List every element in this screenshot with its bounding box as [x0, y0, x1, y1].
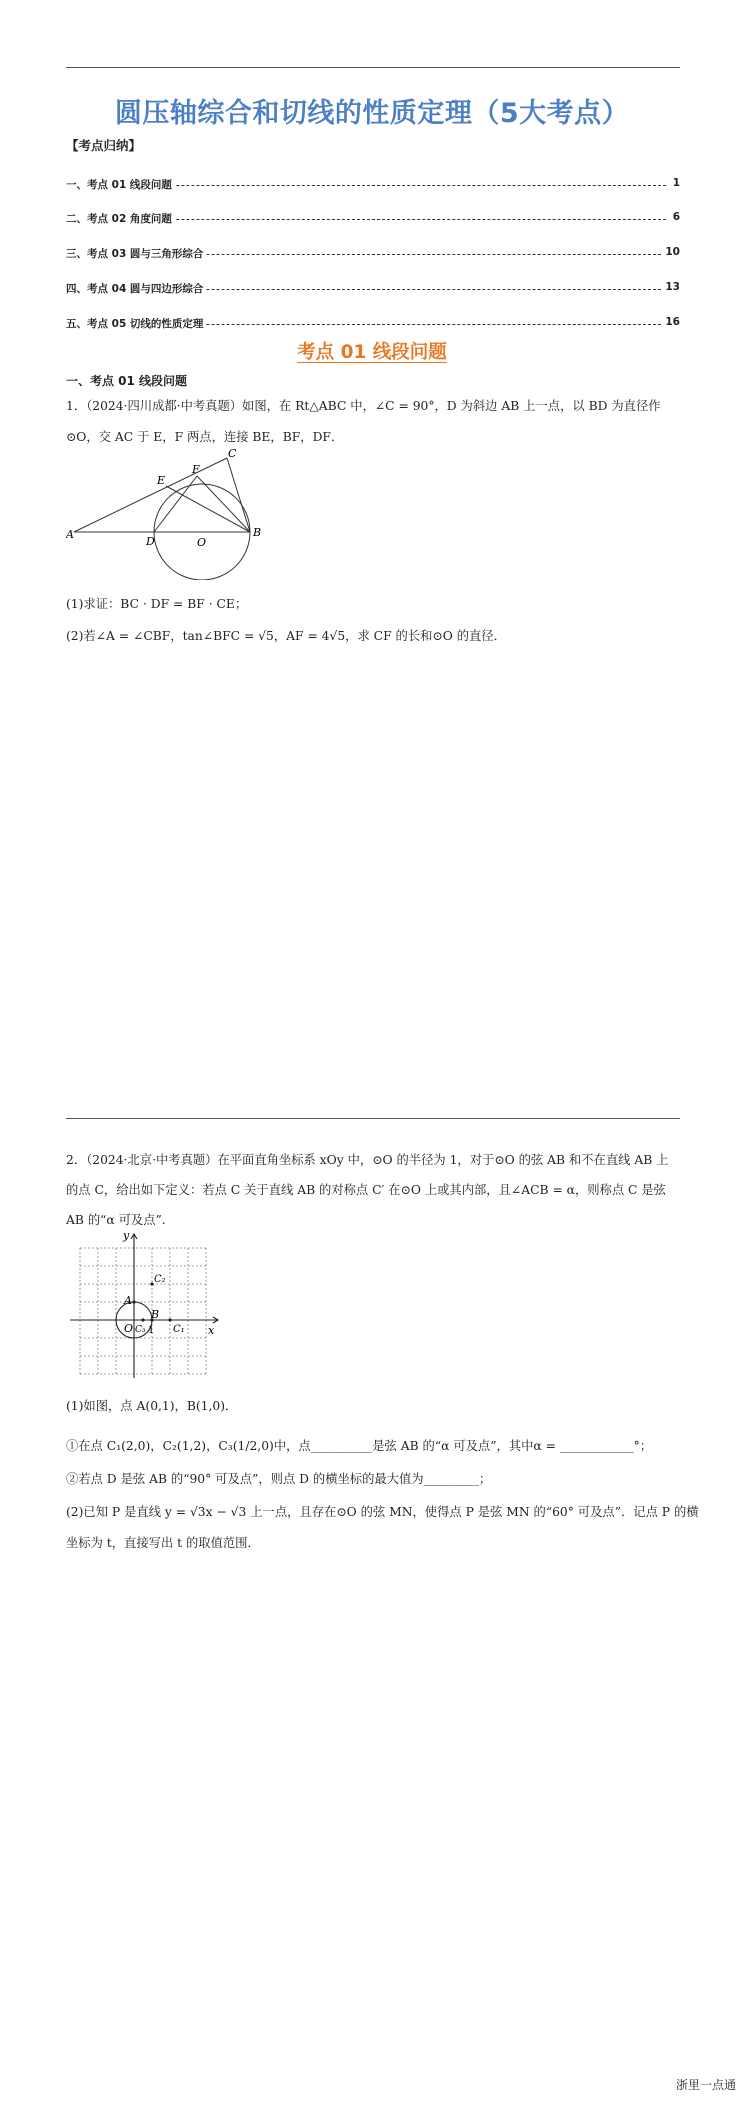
q1-stem-line: ⊙O，交 AC 于 E，F 两点，连接 BE，BF，DF．: [66, 430, 344, 444]
label-e: E: [157, 474, 166, 487]
section-heading: 考点 01 线段问题: [297, 342, 447, 363]
q2-sub2: ②若点 D 是弦 AB 的“90° 可及点”，则点 D 的横坐标的最大值为_________；: [66, 1472, 492, 1486]
label-c3: C₃: [135, 1325, 146, 1335]
label-o: O: [124, 1322, 134, 1335]
label-f: F: [192, 463, 200, 476]
point-c1: [168, 1318, 171, 1321]
toc-label: 三、考点 03 圆与三角形综合: [66, 246, 206, 261]
section-tag: 【考点归纳】: [66, 138, 142, 153]
label-one: 1: [148, 1325, 155, 1336]
q2-part2-cont: 坐标为 t，直接写出 t 的取值范围．: [66, 1536, 260, 1550]
toc-entry[interactable]: [66, 177, 680, 193]
point-c3: [141, 1318, 144, 1321]
toc-label: 五、考点 05 切线的性质定理: [66, 316, 206, 331]
toc-entry[interactable]: [66, 246, 680, 262]
toc-label: 一、考点 01 线段问题: [66, 177, 175, 192]
toc-entry[interactable]: [66, 281, 680, 297]
label-a: A: [66, 528, 74, 541]
q2-figure: [66, 1228, 226, 1380]
q1-part1: (1)求证：BC · DF = BF · CE；: [66, 597, 248, 611]
page-break-rule: [66, 1118, 680, 1119]
subheading: 一、考点 01 线段问题: [66, 374, 188, 388]
q2-stem-line: 的点 C，给出如下定义：若点 C 关于直线 AB 的对称点 C′ 在⊙O 上或其内部，且∠ACB = α，则称点 C 是弦: [66, 1183, 666, 1197]
grid: [80, 1248, 206, 1374]
q2-part1: (1)如图，点 A(0,1)，B(1,0)．: [66, 1399, 238, 1413]
label-c2: C₂: [154, 1274, 166, 1285]
page-title: 圆压轴综合和切线的性质定理（5大考点）: [114, 98, 630, 129]
segment-bf: [197, 476, 250, 532]
label-x: x: [208, 1324, 215, 1337]
toc-page: 10: [665, 246, 680, 258]
label-b: B: [253, 526, 262, 539]
toc-entry[interactable]: [66, 316, 680, 332]
label-c1: C₁: [173, 1324, 185, 1335]
toc-page: 1: [672, 177, 680, 189]
label-d: D: [146, 535, 155, 548]
label-o: O: [197, 536, 207, 549]
label-b: B: [151, 1308, 160, 1321]
q2-stem-line: 2．（2024·北京·中考真题）在平面直角坐标系 xOy 中，⊙O 的半径为 1，对于⊙O 的弦 AB 和不在直线 AB 上: [66, 1153, 669, 1167]
q1-part2: (2)若∠A = ∠CBF，tan∠BFC = √5，AF = 4√5，求 CF 的长和⊙O 的直径．: [66, 629, 506, 643]
toc-page: 6: [672, 211, 680, 223]
segment-ac: [74, 458, 227, 532]
label-c: C: [228, 448, 237, 460]
q2-part2: (2)已知 P 是直线 y = √3x − √3 上一点，且存在⊙O 的弦 MN，使得点 P 是弦 MN 的“60° 可及点”．记点 P 的横: [66, 1505, 699, 1519]
q2-stem-line: AB 的“α 可及点”．: [66, 1213, 175, 1227]
toc-label: 四、考点 04 圆与四边形综合: [66, 281, 206, 296]
q1-stem-line: 1．（2024·四川成都·中考真题）如图，在 Rt△ABC 中，∠C = 90°，D 为斜边 AB 上一点，以 BD 为直径作: [66, 399, 661, 413]
point-a: [132, 1300, 135, 1303]
toc-page: 13: [665, 281, 680, 293]
q2-sub1: ①在点 C₁(2,0)，C₂(1,2)，C₃(1/2,0)中，点__________是弦 AB 的“α 可及点”，其中α = ____________°；: [66, 1439, 653, 1453]
top-rule: [66, 67, 680, 68]
toc-entry[interactable]: [66, 211, 680, 227]
label-a: A: [124, 1294, 132, 1307]
footer-brand: 浙里一点通: [675, 2078, 736, 2092]
label-y: y: [123, 1229, 130, 1242]
toc-label: 二、考点 02 角度问题: [66, 211, 175, 226]
q1-figure: [66, 448, 276, 580]
toc-page: 16: [665, 316, 680, 328]
